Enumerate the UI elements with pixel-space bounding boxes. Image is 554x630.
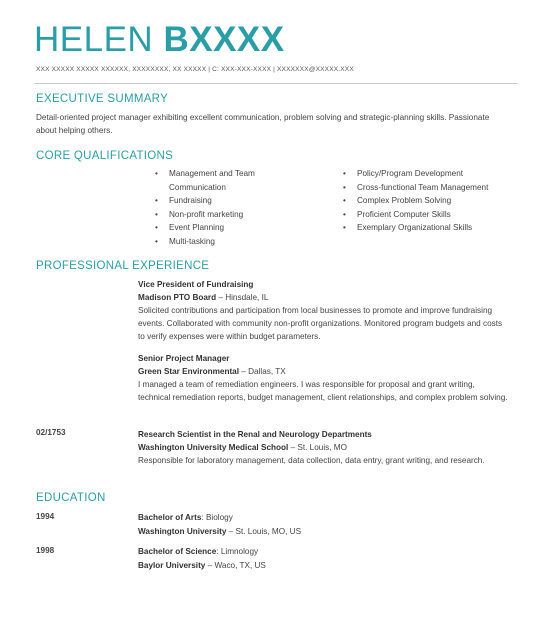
qualification-item: • Multi-tasking	[155, 235, 305, 249]
qualification-item: • Fundraising	[155, 194, 305, 208]
qualification-item: • Event Planning	[155, 221, 305, 235]
education-heading: EDUCATION	[36, 492, 106, 504]
education-separator: –	[226, 527, 236, 536]
education-location: St. Louis, MO, US	[235, 527, 302, 536]
job-separator: –	[216, 293, 226, 302]
job-title: Senior Project Manager	[138, 354, 230, 363]
job-employer: Madison PTO Board	[138, 293, 217, 302]
education-degree-line	[138, 511, 508, 525]
education-entry	[138, 545, 508, 573]
qualification-item: • Non-profit marketing	[155, 208, 305, 222]
job-date: 02/1753	[36, 428, 66, 437]
education-field: : Limnology	[216, 547, 259, 556]
education-entry	[138, 511, 508, 539]
candidate-name	[34, 20, 285, 60]
qualification-item: • Policy/Program Development	[343, 167, 523, 181]
qualifications-list-left	[155, 167, 305, 248]
education-school: Baylor University	[138, 561, 206, 570]
education-year: 1994	[36, 512, 55, 521]
job-location: St. Louis, MO	[297, 443, 347, 452]
job-separator: –	[239, 367, 249, 376]
qualifications-heading: CORE QUALIFICATIONS	[36, 150, 174, 162]
contact-line: XXX XXXXX XXXXX XXXXXX, XXXXXXXX, XX XXXXX | C: XXX-XXX-XXXX | XXXXXXX@XXXXX.XXX	[36, 66, 354, 73]
job-location: Hinsdale, IL	[225, 293, 269, 302]
job-employer-line	[138, 441, 508, 454]
header-divider	[34, 83, 518, 84]
qualification-item: • Cross-functional Team Management	[343, 181, 523, 195]
first-name: HELEN	[34, 20, 154, 59]
education-school: Washington University	[138, 527, 227, 536]
job-employer-line	[138, 365, 508, 378]
education-degree: Bachelor of Arts	[138, 513, 202, 522]
job-location: Dallas, TX	[248, 367, 286, 376]
education-location: Waco, TX, US	[214, 561, 266, 570]
summary-heading: EXECUTIVE SUMMARY	[36, 93, 169, 105]
job-description: I managed a team of remediation engineers. I was responsible for proposal and grant writing, technical remediation reports, budget management, client relationships, and complex problem solving.	[138, 380, 508, 402]
education-field: : Biology	[201, 513, 233, 522]
experience-heading: PROFESSIONAL EXPERIENCE	[36, 260, 210, 272]
qualification-item: • Proficient Computer Skills	[343, 208, 523, 222]
job-title: Research Scientist in the Renal and Neurology Departments	[138, 430, 372, 439]
job-employer-line	[138, 291, 508, 304]
job-employer: Green Star Environmental	[138, 367, 240, 376]
education-school-line	[138, 559, 508, 573]
job-description: Responsible for laboratory management, data collection, data entry, grant writing, and research.	[138, 456, 485, 465]
job-description: Solicited contributions and participation from local businesses to promote and improve fundraising events. Collaborated with community non-profit organizations. Monitored program budgets and costs to verify expenses were within budget parameters.	[138, 306, 503, 341]
job-title: Vice President of Fundraising	[138, 280, 254, 289]
job-entry	[138, 278, 508, 343]
last-name: BXXXX	[163, 20, 285, 59]
summary-text: Detail-oriented project manager exhibiting excellent communication, problem solving and strategic-planning skills. Passionate about helping others.	[36, 113, 490, 135]
education-degree-line	[138, 545, 508, 559]
qualification-item: • Management and Team Communication	[155, 167, 305, 194]
qualification-item: • Exemplary Organizational Skills	[343, 221, 523, 235]
job-entry	[138, 428, 508, 467]
education-year: 1998	[36, 546, 55, 555]
education-separator: –	[205, 561, 215, 570]
job-entry	[138, 352, 508, 404]
qualifications-list-right	[343, 167, 523, 235]
education-school-line	[138, 525, 508, 539]
job-separator: –	[288, 443, 298, 452]
job-employer: Washington University Medical School	[138, 443, 289, 452]
education-degree: Bachelor of Science	[138, 547, 217, 556]
qualification-item: • Complex Problem Solving	[343, 194, 523, 208]
